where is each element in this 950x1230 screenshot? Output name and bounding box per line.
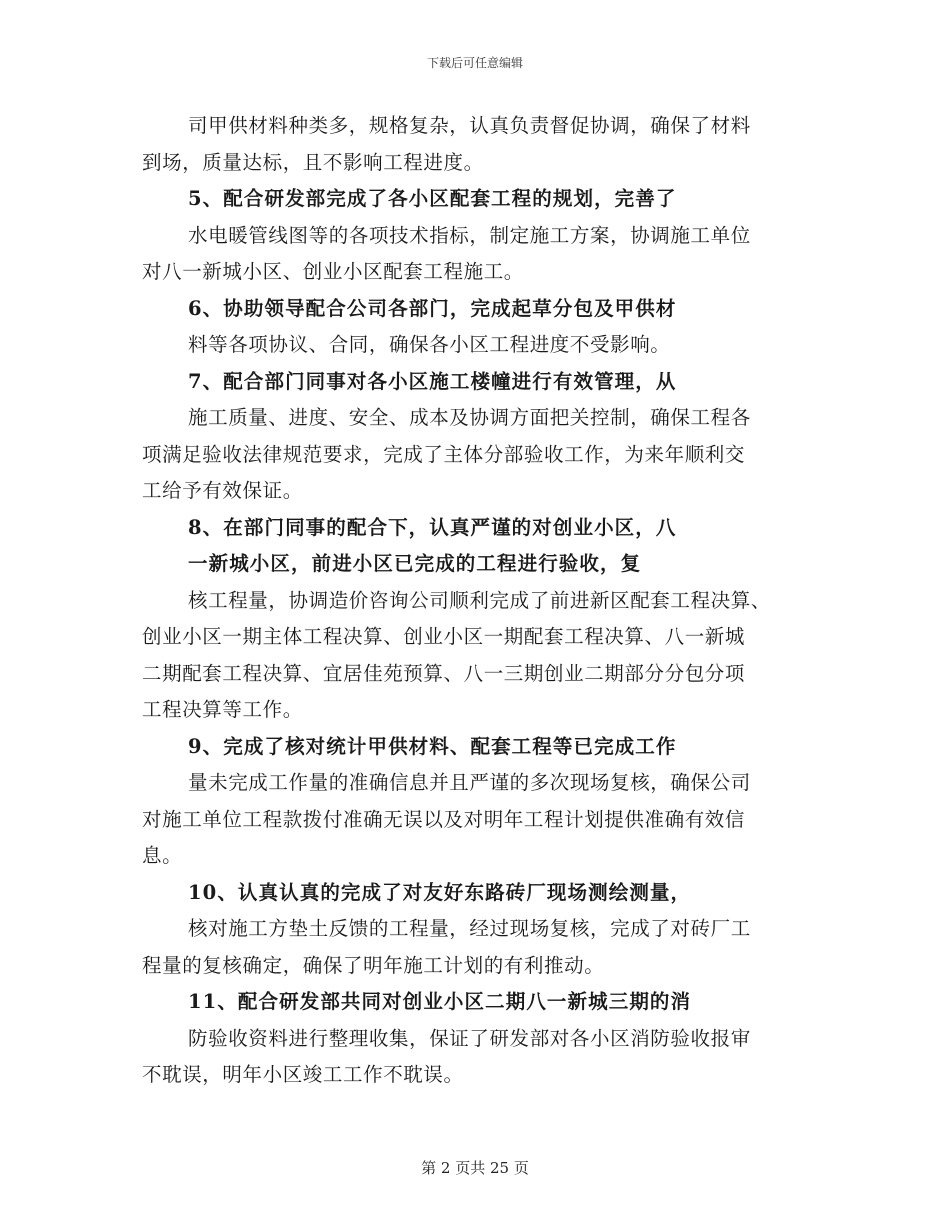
text-line: 不耽误，明年小区竣工工作不耽误。 xyxy=(142,1063,464,1086)
text-line: 到场，质量达标，且不影响工程进度。 xyxy=(142,150,484,174)
page-footer: 第 2 页共 25 页 xyxy=(421,1159,529,1177)
numbered-item-heading: 6、协助领导配合公司各部门，完成起草分包及甲供材 xyxy=(188,296,677,320)
page-header: 下载后可任意编辑 xyxy=(426,56,523,70)
numbered-item-heading: 11、配合研发部共同对创业小区二期八一新城三期的消 xyxy=(188,990,692,1013)
text-line: 工程决算等工作。 xyxy=(142,698,303,721)
text-line: 核对施工方垫土反馈的工程量，经过现场复核，完成了对砖厂工 xyxy=(188,917,751,940)
numbered-item-heading: 10、认真认真的完成了对友好东路砖厂现场测绘测量， xyxy=(188,880,692,904)
numbered-item-heading: 一新城小区，前进小区已完成的工程进行验收，复 xyxy=(188,552,642,575)
text-line: 对八一新城小区、创业小区配套工程施工。 xyxy=(142,260,524,283)
text-line: 二期配套工程决算、宜居佳苑预算、八一三期创业二期部分分包分项 xyxy=(142,661,746,685)
text-line: 程量的复核确定，确保了明年施工计划的有利推动。 xyxy=(142,953,605,977)
text-line: 水电暖管线图等的各项技术指标，制定施工方案，协调施工单位 xyxy=(188,223,751,247)
text-line: 对施工单位工程款拨付准确无误以及对明年工程计划提供准确有效信 xyxy=(142,807,746,831)
numbered-item-heading: 9、完成了核对统计甲供材料、配套工程等已完成工作 xyxy=(188,734,677,758)
text-line: 司甲供材料种类多，规格复杂，认真负责督促协调，确保了材料 xyxy=(188,114,751,137)
text-line: 料等各项协议、合同，确保各小区工程进度不受影响。 xyxy=(188,333,671,356)
text-line: 防验收资料进行整理收集，保证了研发部对各小区消防验收报审 xyxy=(188,1026,751,1050)
text-line: 核工程量，协调造价咨询公司顺利完成了前进新区配套工程决算、 xyxy=(188,588,771,612)
text-line: 量未完成工作量的准确信息并且严谨的多次现场复核，确保公司 xyxy=(188,771,751,794)
text-line: 工给予有效保证。 xyxy=(142,479,303,502)
text-line: 创业小区一期主体工程决算、创业小区一期配套工程决算、八一新城 xyxy=(142,625,746,648)
numbered-item-heading: 5、配合研发部完成了各小区配套工程的规划，完善了 xyxy=(188,187,677,210)
numbered-item-heading: 7、配合部门同事对各小区施工楼幢进行有效管理，从 xyxy=(188,369,677,393)
numbered-item-heading: 8、在部门同事的配合下，认真严谨的对创业小区，八 xyxy=(188,515,677,539)
text-line: 施工质量、进度、安全、成本及协调方面把关控制，确保工程各 xyxy=(188,406,751,429)
text-line: 息。 xyxy=(142,844,183,867)
text-line: 项满足验收法律规范要求，完成了主体分部验收工作，为来年顺利交 xyxy=(142,442,746,466)
document-body xyxy=(142,108,807,1094)
